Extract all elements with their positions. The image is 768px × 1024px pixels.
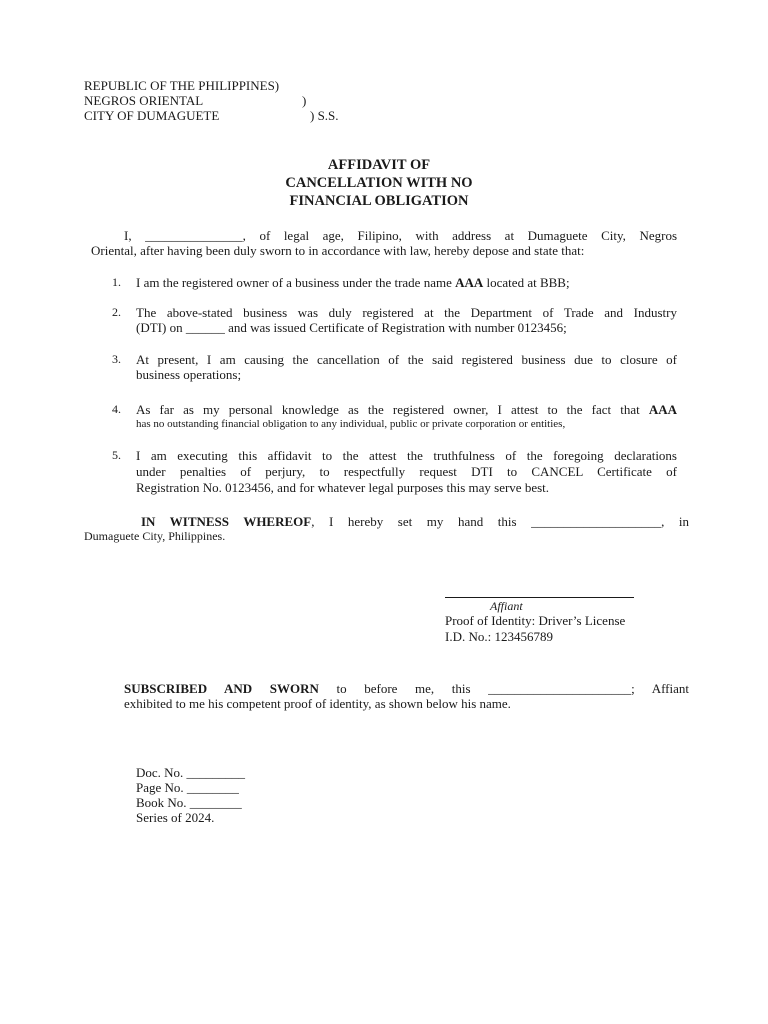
item-2-number: 2. (112, 305, 121, 319)
doc-number: Doc. No. _________ (136, 765, 246, 780)
title-line-2: CANCELLATION WITH NO (285, 175, 473, 191)
witness-line-2: Dumaguete City, Philippines. (84, 529, 226, 543)
document-title (0, 156, 758, 210)
book-number: Book No. ________ (136, 795, 242, 810)
page-number: Page No. ________ (136, 780, 239, 795)
item-5-line-1: I am executing this affidavit to the attest the truthfulness of the foregoing declarations (136, 448, 677, 463)
venue-block (84, 78, 339, 123)
venue-ss: ) S.S. (310, 108, 339, 123)
venue-province-name: NEGROS ORIENTAL (84, 93, 204, 108)
item-1-text (136, 275, 677, 291)
title-line-3: FINANCIAL OBLIGATION (289, 193, 469, 209)
venue-republic: REPUBLIC OF THE PHILIPPINES) (84, 78, 280, 93)
proof-of-identity: Proof of Identity: Driver’s License (445, 613, 626, 628)
item-4-number: 4. (112, 402, 121, 416)
item-4-trade-name: AAA (648, 402, 677, 417)
intro-line-1: I, _______________, of legal age, Filipino, with address at Dumaguete City, Negros (124, 228, 677, 243)
item-5-line-3: Registration No. 0123456, and for whatever legal purposes this may serve best. (136, 480, 550, 495)
witness-heading: IN WITNESS WHEREOF (141, 514, 312, 529)
affiant-label: Affiant (490, 599, 523, 613)
item-5-number: 5. (112, 448, 121, 462)
id-number: I.D. No.: 123456789 (445, 629, 553, 644)
venue-city-name: CITY OF DUMAGUETE (84, 108, 220, 123)
venue-province-paren: ) (302, 93, 307, 108)
item-1-trade-name: AAA (455, 275, 484, 290)
item-2-line-1: The above-stated business was duly registered at the Department of Trade and Industry (136, 305, 677, 320)
jurat-heading: SUBSCRIBED AND SWORN (124, 681, 319, 696)
jurat-rest: to before me, this ______________________; Affiant (318, 681, 689, 696)
jurat-line-2: exhibited to me his competent proof of identity, as shown below his name. (124, 696, 511, 711)
witness-rest: , I hereby set my hand this ____________________, in (311, 514, 689, 529)
item-2-line-2: (DTI) on ______ and was issued Certificate of Registration with number 0123456; (136, 320, 567, 335)
item-5-line-2: under penalties of perjury, to respectfully request DTI to CANCEL Certificate of (136, 464, 677, 479)
item-3-line-2: business operations; (136, 367, 242, 382)
series-year: Series of 2024. (136, 810, 215, 825)
item-1-pre: I am the registered owner of a business under the trade name (136, 275, 456, 290)
item-4-line-1 (136, 402, 677, 418)
venue-city (84, 108, 339, 123)
witness-line-1 (141, 514, 689, 529)
item-1-post: located at BBB; (483, 275, 570, 290)
item-4-line-2: has no outstanding financial obligation to any individual, public or private corporation or entities, (136, 418, 566, 430)
venue-province (84, 93, 307, 108)
jurat-line-1 (124, 681, 689, 696)
affiant-signature-line (445, 597, 634, 598)
title-line-1: AFFIDAVIT OF (327, 157, 431, 173)
item-3-number: 3. (112, 352, 121, 366)
intro-line-2: Oriental, after having been duly sworn to in accordance with law, hereby depose and state that: (91, 243, 585, 258)
item-4-pre: As far as my personal knowledge as the registered owner, I attest to the fact that (136, 402, 649, 417)
item-1-number: 1. (112, 275, 121, 289)
item-3-line-1: At present, I am causing the cancellation of the said registered business due to closure of (136, 352, 677, 367)
